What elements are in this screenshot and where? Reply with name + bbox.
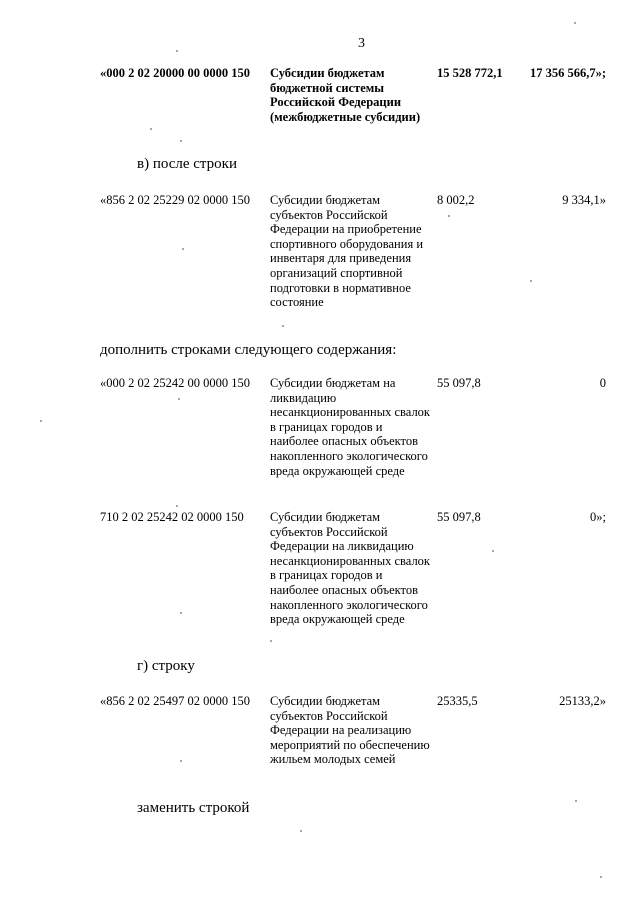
row-description: Субсидии бюджетам на ликвидацию несанкционированных свалок в границах городов и наиболее опасных объектов накопленного экологического вреда окружающей среде <box>270 376 431 478</box>
row-value-2: 25133,2» <box>559 694 606 708</box>
scan-speck <box>574 22 576 24</box>
scan-speck <box>282 325 284 327</box>
row-value-1: 55 097,8 <box>437 510 481 524</box>
note-row-g: г) строку <box>137 658 195 674</box>
row-value-1: 25335,5 <box>437 694 478 708</box>
scan-speck <box>270 640 272 642</box>
row-code: «000 2 02 25242 00 0000 150 <box>100 376 250 390</box>
row-description: Субсидии бюджетам субъектов Российской Федерации на реализацию мероприятий по обеспечению жильем молодых семей <box>270 694 430 767</box>
row-value-1: 55 097,8 <box>437 376 481 390</box>
row-description: Субсидии бюджетам субъектов Российской Федерации на ликвидацию несанкционированных свалок в границах городов и наиболее опасных объектов накопленного экологического вреда окружающей среде <box>270 510 431 627</box>
scan-speck <box>180 612 182 614</box>
note-after-row: в) после строки <box>137 156 237 172</box>
scan-speck <box>150 128 152 130</box>
row-code: «856 2 02 25229 02 0000 150 <box>100 193 250 207</box>
row-value-2: 0»; <box>590 510 606 524</box>
scan-speck <box>176 50 178 52</box>
row-code: «856 2 02 25497 02 0000 150 <box>100 694 250 708</box>
scan-speck <box>492 550 494 552</box>
note-replace: заменить строкой <box>137 800 250 816</box>
scan-speck <box>40 420 42 422</box>
row-value-2: 9 334,1» <box>562 193 606 207</box>
row-value-2: 17 356 566,7»; <box>529 66 606 80</box>
page-number: 3 <box>358 36 365 51</box>
scan-speck <box>180 140 182 142</box>
scan-speck <box>180 760 182 762</box>
scan-speck <box>176 505 178 507</box>
scan-speck <box>600 876 602 878</box>
scan-speck <box>178 398 180 400</box>
row-value-2: 0 <box>599 376 606 390</box>
scan-speck <box>575 800 577 802</box>
row-value-1: 8 002,2 <box>437 193 475 207</box>
row-code: 710 2 02 25242 02 0000 150 <box>100 510 244 524</box>
row-description: Субсидии бюджетам субъектов Российской Федерации на приобретение спортивного оборудования и инвентаря для приведения организаций спортивной подготовки в нормативное состояние <box>270 193 424 310</box>
row-description: Субсидии бюджетам бюджетной системы Российской Федерации (межбюджетные субсидии) <box>270 66 421 124</box>
scan-speck <box>530 280 532 282</box>
scan-speck <box>300 830 302 832</box>
note-add-rows: дополнить строками следующего содержания: <box>100 342 397 358</box>
scan-speck <box>182 248 184 250</box>
row-value-1: 15 528 772,1 <box>437 66 503 80</box>
row-code: «000 2 02 20000 00 0000 150 <box>100 66 250 80</box>
scan-speck <box>448 215 450 217</box>
